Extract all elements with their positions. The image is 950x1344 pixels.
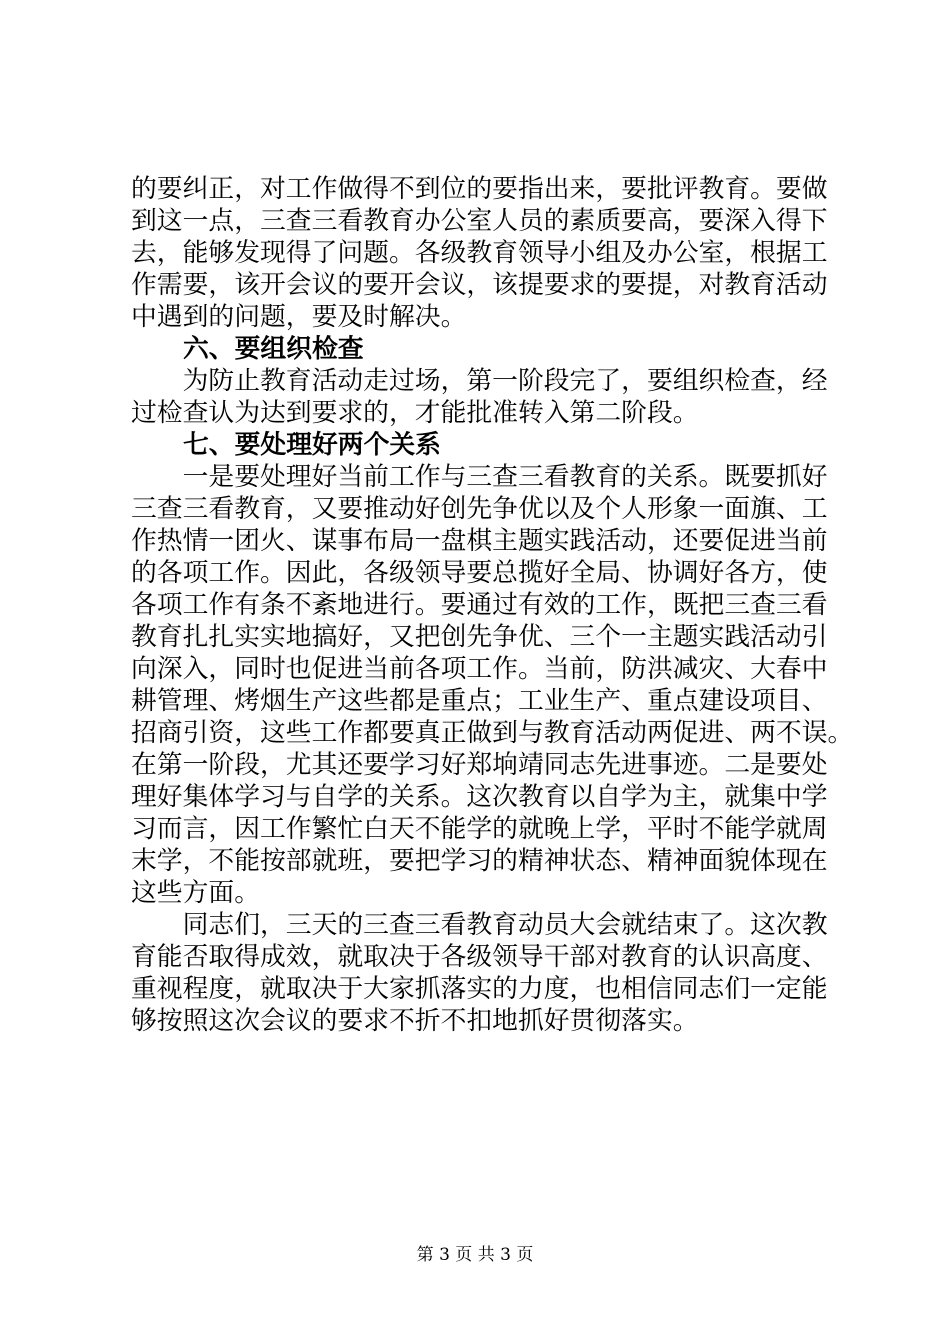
text-line: 耕管理、烤烟生产这些都是重点；工业生产、重点建设项目、 [131,686,828,716]
continued-paragraph [131,173,831,333]
text-line: 各项工作有条不紊地进行。要通过有效的工作，既把三查三看 [131,590,828,620]
document-body [131,173,854,1037]
closing-paragraph [131,909,831,1037]
text-line: 中遇到的问题，要及时解决。 [131,302,467,332]
text-line: 三查三看教育，又要推动好创先争优以及个人形象一面旗、工 [131,494,828,524]
page-number-label: 第 3 页 共 3 页 [416,1245,534,1265]
text-line: 的各项工作。因此，各级领导要总揽好全局、协调好各方，使 [131,558,828,588]
text-line: 为防止教育活动走过场，第一阶段完了，要组织检查，经 [131,366,828,396]
text-line: 在第一阶段，尤其还要学习好郑垧靖同志先进事迹。二是要处 [131,750,828,780]
text-line: 同志们，三天的三查三看教育动员大会就结束了。这次教 [131,910,828,940]
text-line: 作热情一团火、谋事布局一盘棋主题实践活动，还要促进当前 [131,526,828,556]
text-line: 够按照这次会议的要求不折不扣地抓好贯彻落实。 [131,1006,699,1036]
section-7 [131,429,854,909]
text-line: 这些方面。 [131,878,260,908]
text-line: 过检查认为达到要求的，才能批准转入第二阶段。 [131,398,699,428]
text-line: 教育扎扎实实地搞好，又把创先争优、三个一主题实践活动引 [131,622,828,652]
section-6 [131,333,831,429]
text-line: 去，能够发现得了问题。各级教育领导小组及办公室，根据工 [131,238,828,268]
text-line: 末学，不能按部就班，要把学习的精神状态、精神面貌体现在 [131,846,828,876]
text-line: 重视程度，就取决于大家抓落实的力度，也相信同志们一定能 [131,974,828,1004]
text-line: 招商引资，这些工作都要真正做到与教育活动两促进、两不误。 [131,718,854,748]
text-line: 习而言，因工作繁忙白天不能学的就晚上学，平时不能学就周 [131,814,828,844]
text-line: 育能否取得成效，就取决于各级领导干部对教育的认识高度、 [131,942,828,972]
text-line: 一是要处理好当前工作与三查三看教育的关系。既要抓好 [131,462,828,492]
text-line: 到这一点，三查三看教育办公室人员的素质要高，要深入得下 [131,206,828,236]
text-line: 的要纠正，对工作做得不到位的要指出来，要批评教育。要做 [131,174,828,204]
page-footer [0,1244,950,1266]
text-line: 理好集体学习与自学的关系。这次教育以自学为主，就集中学 [131,782,828,812]
section-7-heading: 七、要处理好两个关系 [183,430,441,460]
text-line: 向深入，同时也促进当前各项工作。当前，防洪减灾、大春中 [131,654,828,684]
text-line: 作需要，该开会议的要开会议，该提要求的要提，对教育活动 [131,270,828,300]
section-6-heading: 六、要组织检查 [183,334,364,364]
